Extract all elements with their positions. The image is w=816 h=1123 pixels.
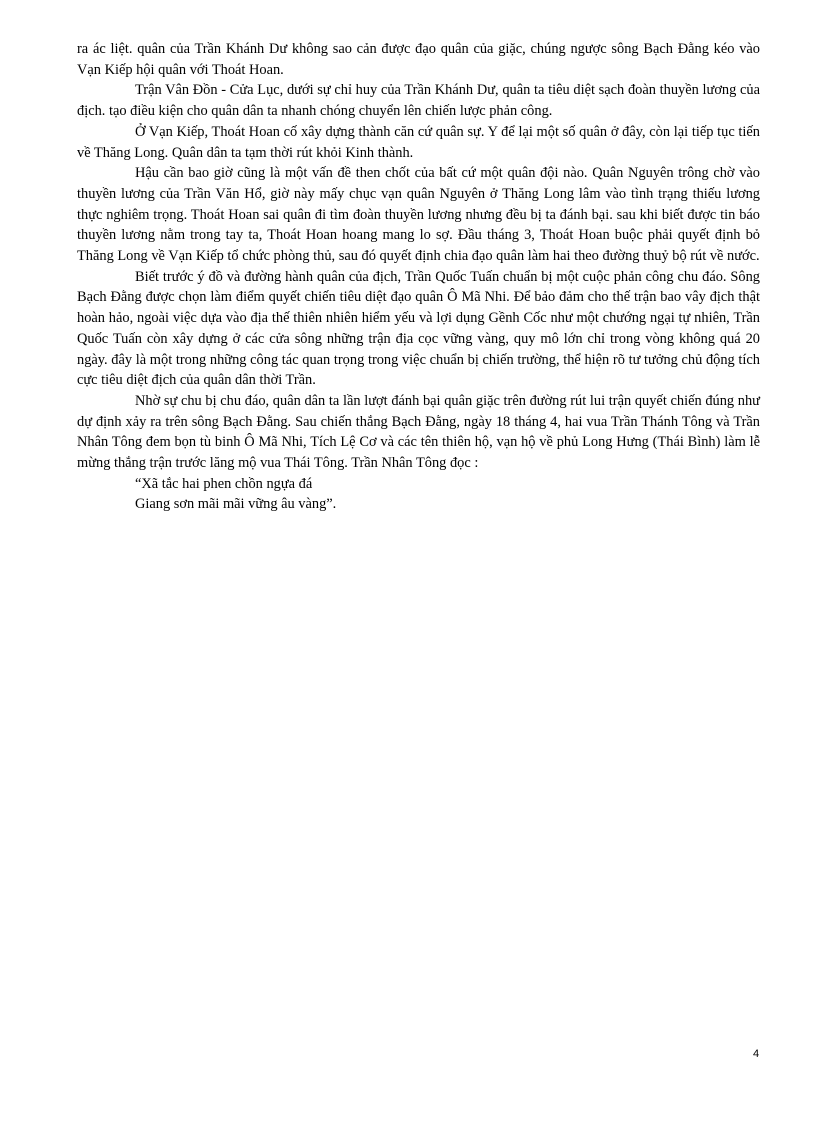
poem-line-1: “Xã tắc hai phen chồn ngựa đá xyxy=(135,475,313,492)
paragraph-6: Nhờ sự chu bị chu đáo, quân dân ta lần lượt đánh bại quân giặc trên đường rút lui trận quyết chiến đúng như dự định xảy ra trên sông Bạch Đằng. Sau chiến thắng Bạch Đằng, ngày 18 tháng 4, hai vua Trần Thánh Tông và Trần Nhân Tông đem bọn tù binh Ô Mã Nhi, Tích Lệ Cơ và các tên thiên hộ, vạn hộ về phủ Long Hưng (Thái Bình) làm lễ mừng thắng trận trước lăng mộ vua Thái Tông. Trần Nhân Tông đọc : xyxy=(77,392,760,472)
paragraph-5: Biết trước ý đồ và đường hành quân của địch, Trần Quốc Tuấn chuẩn bị một cuộc phản công chu đáo. Sông Bạch Đằng được chọn làm điểm quyết chiến tiêu diệt đạo quân Ô Mã Nhi. Để bảo đảm cho thế trận bao vây địch thật hoàn hảo, ngoài việc dựa vào địa thế thiên nhiên hiểm yếu và lợi dụng Gềnh Cốc như một chướng ngại tự nhiên, Trần Quốc Tuấn còn xây dựng ở các cửa sông những trận địa cọc vững vàng, quy mô lớn chỉ trong vòng không quá 20 ngày. đây là một trong những công tác quan trọng trong việc chuẩn bị chiến trường, thể hiện rõ tư tưởng chủ động tích cực tiêu diệt địch của quân dân thời Trần. xyxy=(77,268,760,389)
document-body xyxy=(77,39,760,515)
paragraph-3: Ở Vạn Kiếp, Thoát Hoan cố xây dựng thành căn cứ quân sự. Y để lại một số quân ở đây, còn lại tiếp tục tiến về Thăng Long. Quân dân ta tạm thời rút khỏi Kinh thành. xyxy=(77,123,760,161)
poem-quote xyxy=(77,474,760,515)
paragraph-1: ra ác liệt. quân của Trần Khánh Dư không sao cản được đạo quân của giặc, chúng ngược sông Bạch Đằng kéo vào Vạn Kiếp hội quân với Thoát Hoan. xyxy=(77,41,760,78)
paragraph-4: Hậu cần bao giờ cũng là một vấn đề then chốt của bất cứ một quân đội nào. Quân Nguyên trông chờ vào thuyền lương của Trần Văn Hổ, giờ này mấy chục vạn quân Nguyên ở Thăng Long lâm vào tình trạng thiếu lương thực nghiêm trọng. Thoát Hoan sai quân đi tìm đoàn thuyền lương nhưng đều bị ta đánh bại. sau khi biết được tin báo thuyền lương nằm trong tay ta, Thoát Hoan hoang mang lo sợ. Đầu tháng 3, Thoát Hoan buộc phải quyết định bỏ Thăng Long về Vạn Kiếp tổ chức phòng thủ, sau đó quyết định chia đạo quân làm hai theo đường thuỷ bộ rút về nước. xyxy=(77,165,760,265)
paragraph-2: Trận Vân Đồn - Cửa Lục, dưới sự chỉ huy của Trần Khánh Dư, quân ta tiêu diệt sạch đoàn thuyền lương của địch. tạo điều kiện cho quân dân ta nhanh chóng chuyển lên chiến lược phản công. xyxy=(77,82,760,120)
page-number: 4 xyxy=(753,1048,760,1060)
poem-line-2: Giang sơn mãi mãi vững âu vàng”. xyxy=(135,496,337,513)
